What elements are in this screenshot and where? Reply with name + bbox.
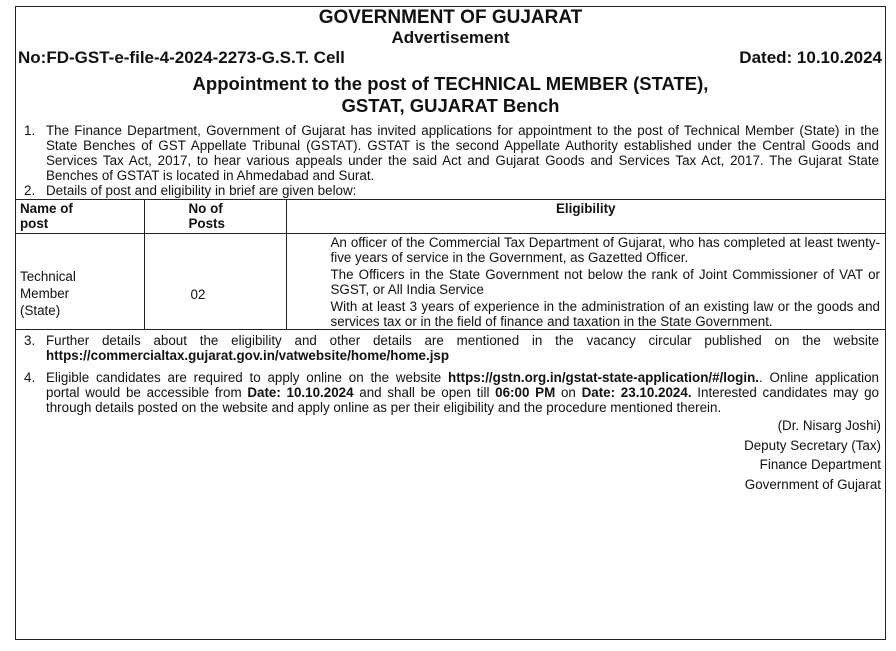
post-name-text: (State) xyxy=(20,303,61,318)
signatory-government: Government of Gujarat xyxy=(744,476,881,492)
eligibility-criterion: With at least 3 years of experience in the administration of an existing law or the goods and services tax or in the field of finance and taxation in the State Government. xyxy=(330,299,880,329)
signatory-designation: Deputy Secretary (Tax) xyxy=(744,437,881,453)
header-no-of-posts xyxy=(144,200,286,234)
paragraph-text xyxy=(46,333,885,363)
paragraph-3 xyxy=(16,333,885,363)
post-name-text: Technical xyxy=(20,269,76,284)
title-line-1: Appointment to the post of TECHNICAL MEMBER (STATE), xyxy=(192,73,709,94)
header-text: Name of xyxy=(20,201,73,216)
paragraph-text-part: Eligible candidates are required to apply online on the website xyxy=(46,370,449,385)
post-count-cell: 02 xyxy=(144,234,286,330)
paragraph-text-part: . Online application portal would be accessible from xyxy=(46,370,879,400)
reference-number: No:FD-GST-e-file-4-2024-2273-G.S.T. Cell xyxy=(18,48,345,67)
paragraph-number: 4. xyxy=(24,370,36,385)
header-name-of-post xyxy=(16,200,144,234)
header-text: post xyxy=(20,216,49,231)
header-eligibility: Eligibility xyxy=(286,200,885,234)
paragraph-1 xyxy=(16,123,885,183)
paragraph-text: Details of post and eligibility in brief are given below: xyxy=(46,183,357,198)
paragraph-text-part: Further details about the eligibility and other details are mentioned in the vacancy circular published on the website xyxy=(46,333,879,348)
signature-block xyxy=(16,416,885,494)
post-name-text: Member xyxy=(20,286,70,301)
government-heading: GOVERNMENT OF GUJARAT xyxy=(318,7,583,28)
header-text: Posts xyxy=(188,216,225,231)
paragraph-number: 1. xyxy=(24,123,36,138)
advertisement-document xyxy=(15,6,886,640)
paragraph-2 xyxy=(16,183,885,198)
paragraph-text: The Finance Department, Government of Gujarat has invited applications for appointment to the post of Technical Member (State) in the State Benches of GST Appellate Tribunal (GSTAT). GSTAT is the second Appellate Authority established under the Central Goods and Services Tax Act, 2017, to hear various appeals under the said Act and Gujarat Goods and Services Tax Act, 2017. The Gujarat State Benches of GSTAT is located in Ahmedabad and Surat. xyxy=(46,123,879,183)
eligibility-cell xyxy=(286,234,885,330)
reference-row xyxy=(16,47,885,69)
paragraph-text-part: Interested candidates may go through details posted on the website and apply online as per their eligibility and the procedure mentioned therein. xyxy=(46,385,879,415)
advertisement-title xyxy=(16,73,885,117)
commercial-tax-website-link[interactable]: https://commercialtax.gujarat.gov.in/vatwebsite/home/home.jsp xyxy=(46,348,450,363)
post-name-cell xyxy=(16,234,144,330)
table-header-row xyxy=(16,200,885,234)
paragraph-4 xyxy=(16,370,885,415)
portal-open-date: Date: 10.10.2024 xyxy=(247,385,354,400)
paragraph-text-part: and shall be open till xyxy=(353,385,496,400)
paragraph-number: 3. xyxy=(24,333,36,348)
portal-close-date: Date: 23.10.2024. xyxy=(581,385,692,400)
portal-close-time: 06:00 PM xyxy=(495,385,556,400)
signatory-department: Finance Department xyxy=(759,457,881,472)
paragraph-text xyxy=(46,370,885,415)
document-type: Advertisement xyxy=(391,28,510,47)
signatory-name: (Dr. Nisarg Joshi) xyxy=(777,418,881,433)
issue-date: Dated: 10.10.2024 xyxy=(739,48,882,67)
paragraph-number: 2. xyxy=(24,183,36,198)
gstn-application-link[interactable]: https://gstn.org.in/gstat-state-application/#/login. xyxy=(448,370,759,385)
paragraph-text-part: on xyxy=(555,385,582,400)
header-text: No of xyxy=(188,201,223,216)
eligibility-criterion: The Officers in the State Government not below the rank of Joint Commissioner of VAT or SGST, or All India Service xyxy=(330,267,880,297)
eligibility-table xyxy=(16,199,885,330)
table-row xyxy=(16,234,885,330)
eligibility-criterion: An officer of the Commercial Tax Department of Gujarat, who has completed at least twenty-five years of service in the Government, as Gazetted Officer. xyxy=(330,235,880,265)
title-line-2: GSTAT, GUJARAT Bench xyxy=(341,95,560,116)
